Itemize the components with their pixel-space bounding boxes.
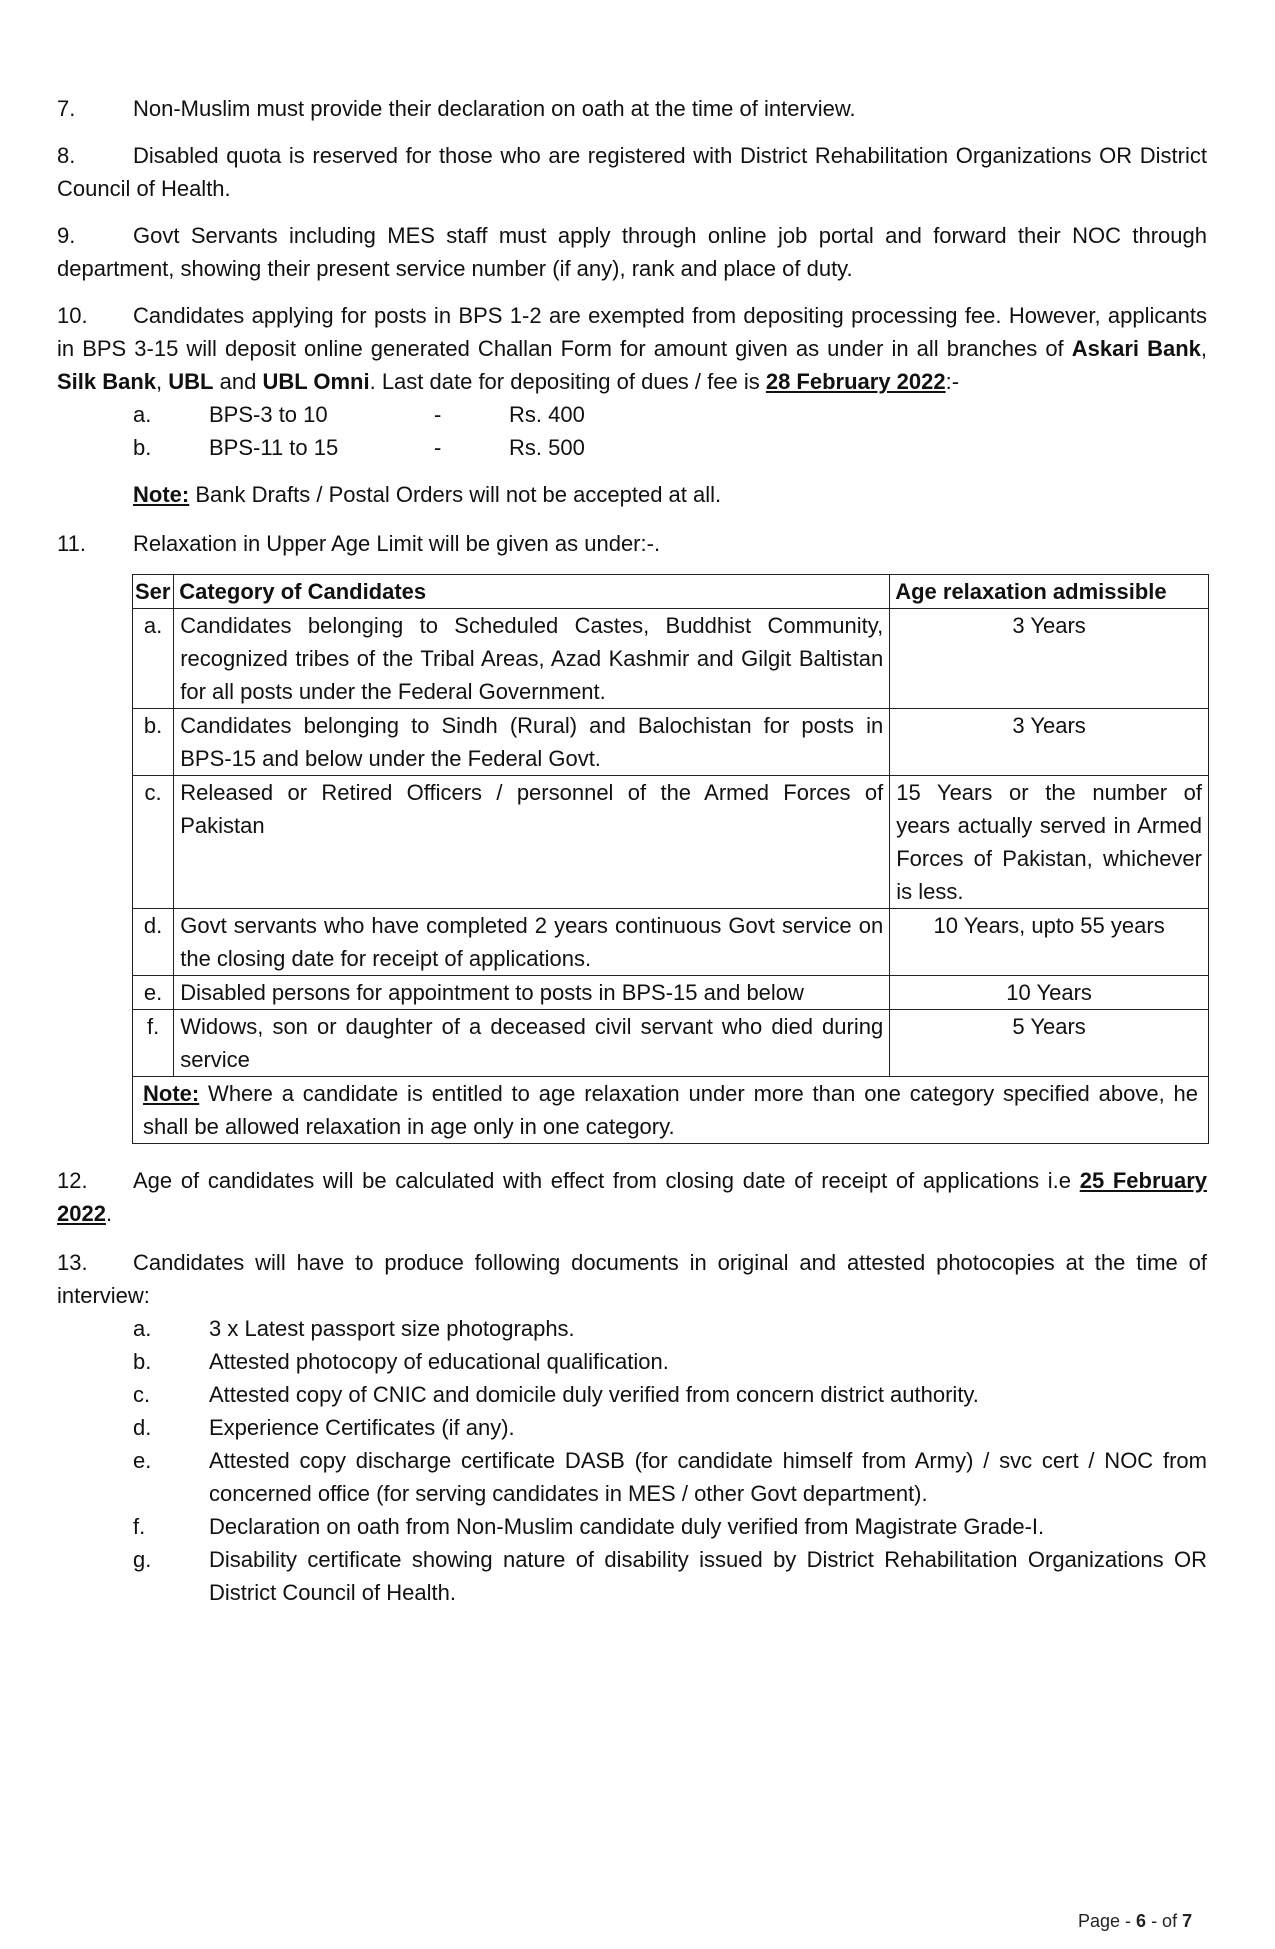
list-item [57,1444,1207,1510]
item-letter: f. [133,1514,146,1539]
item-text: Attested copy discharge certificate DASB (for candidate himself from Army) / svc cert / NOC from concerned office (for serving candidates in MES / other Govt department). [209,1448,1207,1506]
paragraph-text: Age of candidates will be calculated with effect from closing date of receipt of applications i.e [133,1168,1080,1193]
table-row [133,976,1209,1010]
cell-age: 10 Years [890,976,1209,1010]
item-text: Disability certificate showing nature of disability issued by District Rehabilitation Organizations OR District Council of Health. [209,1547,1207,1605]
cell-category: Widows, son or daughter of a deceased civil servant who died during service [174,1010,890,1077]
header-age: Age relaxation admissible [890,575,1209,609]
age-relaxation-table [132,574,1209,1144]
cell-ser: b. [133,709,174,776]
paragraph-text: Govt Servants including MES staff must apply through online job portal and forward their NOC through department, showing their present service number (if any), rank and place of duty. [57,223,1207,281]
paragraph-12 [57,1164,1207,1230]
paragraph-text: Disabled quota is reserved for those who are registered with District Rehabilitation Organizations OR District Council of Health. [57,143,1207,201]
paragraph-8 [57,139,1207,205]
list-item [57,1543,1207,1609]
fee-dash: - [434,435,442,460]
header-category: Category of Candidates [174,575,890,609]
cell-age: 5 Years [890,1010,1209,1077]
page-total: 7 [1182,1911,1193,1931]
cell-age: 3 Years [890,609,1209,709]
separator: and [213,369,263,394]
cell-category: Candidates belonging to Sindh (Rural) and Balochistan for posts in BPS-15 and below under the Federal Govt. [174,709,890,776]
cell-category: Released or Retired Officers / personnel of the Armed Forces of Pakistan [174,776,890,909]
paragraph-number: 9. [57,223,76,248]
item-text: 3 x Latest passport size photographs. [209,1316,575,1341]
item-text: Attested copy of CNIC and domicile duly verified from concern district authority. [209,1382,979,1407]
document-page [57,92,1207,1609]
fee-range: BPS-3 to 10 [209,402,328,427]
paragraph-9 [57,219,1207,285]
item-letter: g. [133,1547,152,1572]
note-label: Note: [143,1081,200,1106]
separator: , [1200,336,1207,361]
paragraph-number: 11. [57,531,86,556]
item-letter: c. [133,1382,151,1407]
paragraph-number: 13. [57,1250,88,1275]
fee-amount: Rs. 400 [509,402,585,427]
bank-name: Silk Bank [57,369,157,394]
bank-name: UBL Omni [262,369,370,394]
list-item [57,1510,1207,1543]
table-note [133,1077,1209,1144]
note-label: Note: [133,482,190,507]
item-letter: e. [133,1448,152,1473]
of-label: - of [1146,1911,1183,1931]
table-row [133,709,1209,776]
bank-name: UBL [168,369,214,394]
paragraph-11 [57,527,1207,560]
page-footer [1078,1905,1192,1938]
item-letter: b. [133,1349,152,1374]
list-item [57,1411,1207,1444]
cell-category: Candidates belonging to Scheduled Castes, Buddhist Community, recognized tribes of the Tribal Areas, Azad Kashmir and Gilgit Baltistan for all posts under the Federal Government. [174,609,890,709]
paragraph-text: Non-Muslim must provide their declaration on oath at the time of interview. [133,96,856,121]
header-ser: Ser [133,575,174,609]
paragraph-text: . Last date for depositing of dues / fee is [369,369,766,394]
fee-letter: b. [133,435,152,460]
paragraph-number: 7. [57,96,76,121]
paragraph-10 [57,299,1207,398]
paragraph-text: . [105,1201,113,1226]
paragraph-text: :- [945,369,960,394]
paragraph-number: 12. [57,1168,88,1193]
page-label: Page - [1078,1911,1137,1931]
paragraph-number: 10. [57,303,88,328]
paragraph-13 [57,1246,1207,1312]
cell-ser: f. [133,1010,174,1077]
closing-date: 25 February 2022 [57,1168,1207,1226]
fee-note [133,478,1207,511]
fee-row [57,431,1207,464]
cell-ser: a. [133,609,174,709]
separator: , [156,369,169,394]
item-letter: d. [133,1415,152,1440]
paragraph-7 [57,92,1207,125]
paragraph-text: Relaxation in Upper Age Limit will be given as under:-. [133,531,661,556]
note-text: Bank Drafts / Postal Orders will not be accepted at all. [189,482,722,507]
note-text: Where a candidate is entitled to age relaxation under more than one category specified above, he shall be allowed relaxation in age only in one category. [143,1081,1198,1139]
item-text: Attested photocopy of educational qualification. [209,1349,669,1374]
list-item [57,1345,1207,1378]
deadline-date: 28 February 2022 [765,369,946,394]
cell-ser: c. [133,776,174,909]
page-number: 6 [1136,1911,1147,1931]
cell-category: Disabled persons for appointment to posts in BPS-15 and below [174,976,890,1010]
list-item [57,1312,1207,1345]
table-header-row [133,575,1209,609]
fee-amount: Rs. 500 [509,435,585,460]
cell-age: 10 Years, upto 55 years [890,909,1209,976]
table-row [133,776,1209,909]
table-row [133,609,1209,709]
bank-name: Askari Bank [1071,336,1201,361]
fee-letter: a. [133,402,152,427]
item-letter: a. [133,1316,152,1341]
cell-category: Govt servants who have completed 2 years continuous Govt service on the closing date for receipt of applications. [174,909,890,976]
paragraph-text: Candidates will have to produce following documents in original and attested photocopies at the time of interview: [57,1250,1207,1308]
table-row [133,909,1209,976]
paragraph-text: Candidates applying for posts in BPS 1-2 are exempted from depositing processing fee. However, applicants in BPS 3-15 will deposit online generated Challan Form for amount given as under in all branches of [57,303,1207,361]
item-text: Experience Certificates (if any). [209,1415,515,1440]
fee-range: BPS-11 to 15 [209,435,339,460]
cell-age: 15 Years or the number of years actually served in Armed Forces of Pakistan, whichever is less. [890,776,1209,909]
fee-dash: - [434,402,442,427]
paragraph-number: 8. [57,143,76,168]
cell-ser: e. [133,976,174,1010]
list-item [57,1378,1207,1411]
cell-age: 3 Years [890,709,1209,776]
cell-ser: d. [133,909,174,976]
fee-row [57,398,1207,431]
item-text: Declaration on oath from Non-Muslim candidate duly verified from Magistrate Grade-I. [209,1514,1045,1539]
table-row [133,1010,1209,1077]
table-note-row [133,1077,1209,1144]
